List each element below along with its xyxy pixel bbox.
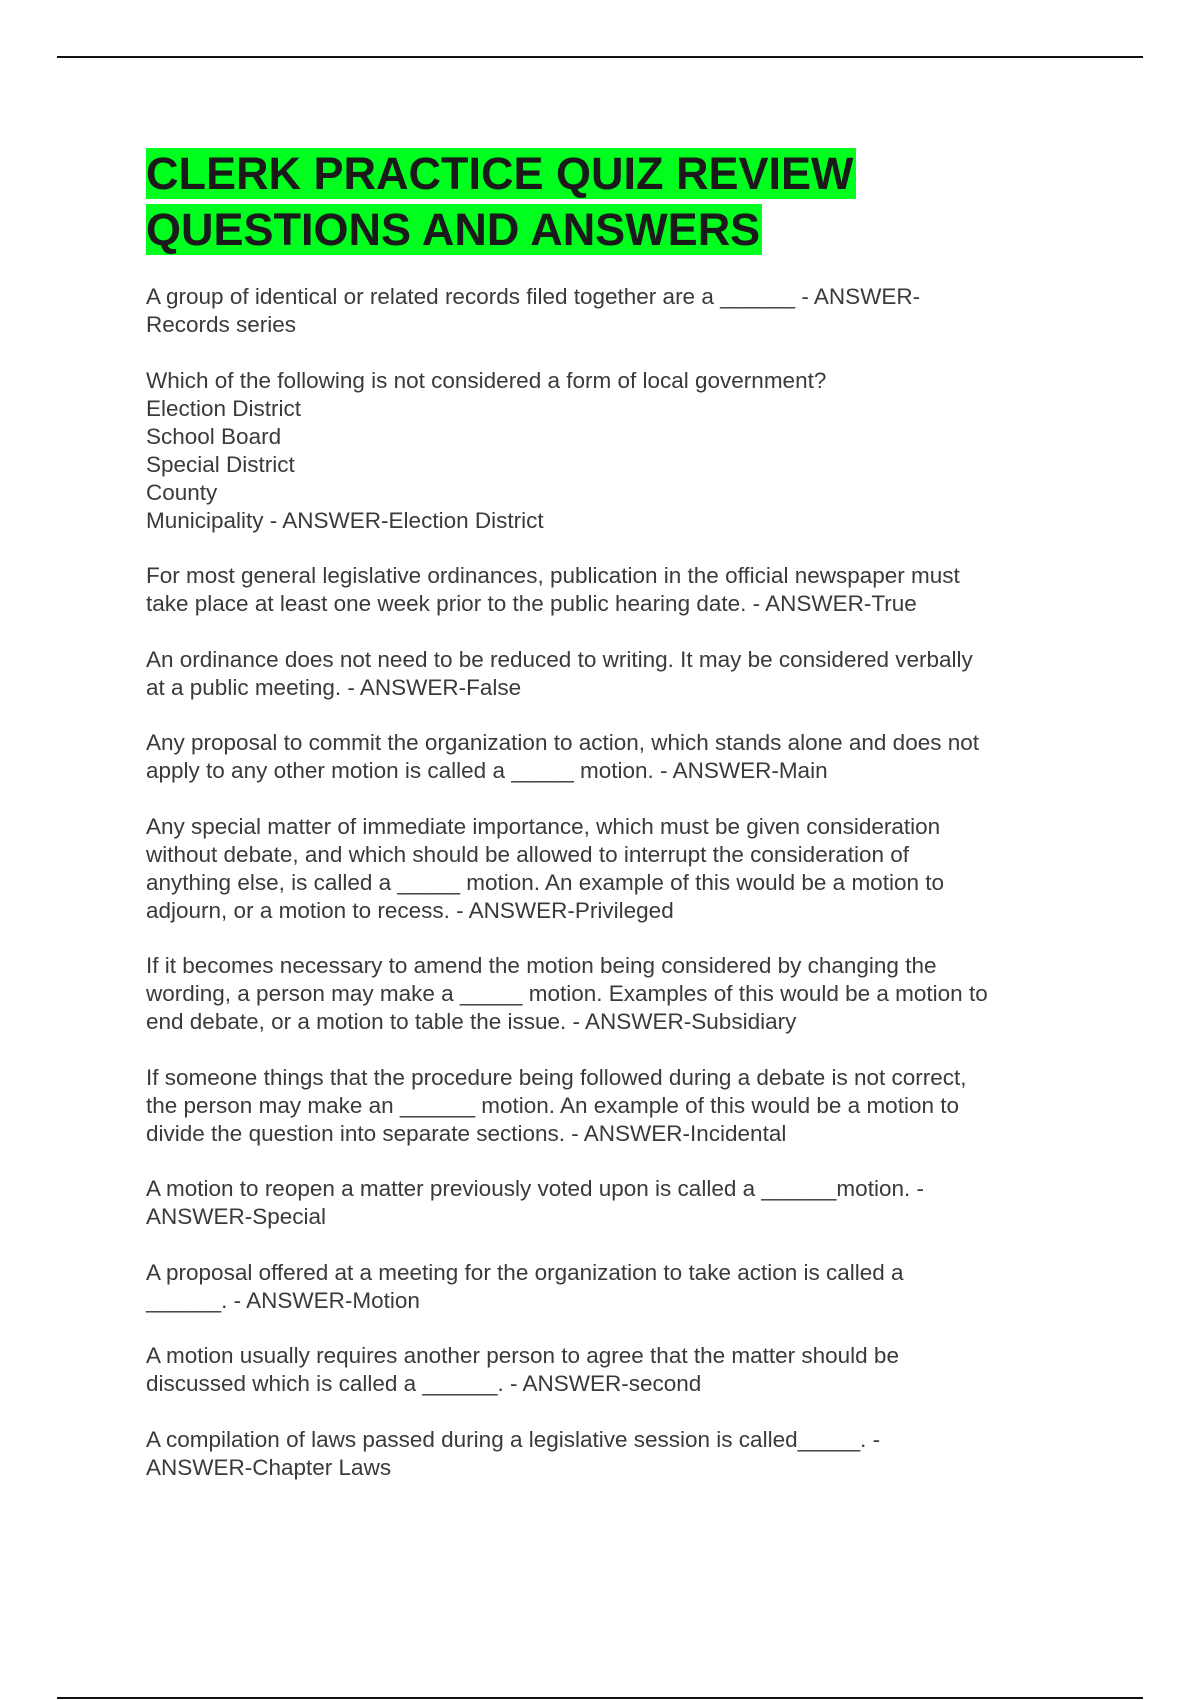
qa-item: For most general legislative ordinances, publication in the official newspaper must take place at least one week prior to the public hearing date. - ANSWER-True (146, 563, 960, 616)
qa-item: An ordinance does not need to be reduced to writing. It may be considered verbally at a public meeting. - ANSWER-False (146, 646, 973, 700)
qa-item: Which of the following is not considered a form of local government? Election District School Board Special District County Municipality - ANSWER-Election District (146, 367, 827, 533)
qa-item: A group of identical or related records filed together are a ______ - ANSWER- Records series (146, 284, 921, 337)
qa-item: A proposal offered at a meeting for the organization to take action is called a ______. - ANSWER-Motion (146, 1259, 904, 1313)
document-title (146, 146, 1076, 258)
document-body (146, 146, 1076, 1509)
bottom-rule (57, 1697, 1143, 1699)
qa-item: If it becomes necessary to amend the motion being considered by changing the wording, a person may make a _____ motion. Examples of this would be a motion to end debate, or a motion to table the issue. - ANSWER-Subsidiary (146, 953, 988, 1034)
top-rule (57, 56, 1143, 58)
qa-item: A motion to reopen a matter previously voted upon is called a ______motion. - ANSWER-Special (146, 1176, 924, 1229)
title-line: QUESTIONS AND ANSWERS (146, 204, 761, 255)
title-line: CLERK PRACTICE QUIZ REVIEW (146, 148, 854, 199)
qa-item: A compilation of laws passed during a legislative session is called_____. - ANSWER-Chapter Laws (146, 1426, 881, 1480)
qa-item: Any proposal to commit the organization to action, which stands alone and does not apply to any other motion is called a _____ motion. - ANSWER-Main (146, 730, 980, 783)
qa-item: A motion usually requires another person to agree that the matter should be discussed which is called a ______. - ANSWER-second (146, 1343, 899, 1396)
qa-item: If someone things that the procedure being followed during a debate is not correct, the person may make an ______ motion. An example of this would be a motion to divide the question into separate sections. - ANSWER-Incidental (146, 1064, 967, 1146)
qa-item: Any special matter of immediate importance, which must be given consideration without debate, and which should be allowed to interrupt the consideration of anything else, is called a _____ motion. An example of this would be a motion to adjourn, or a motion to recess. - ANSWER-Privileged (146, 813, 944, 923)
